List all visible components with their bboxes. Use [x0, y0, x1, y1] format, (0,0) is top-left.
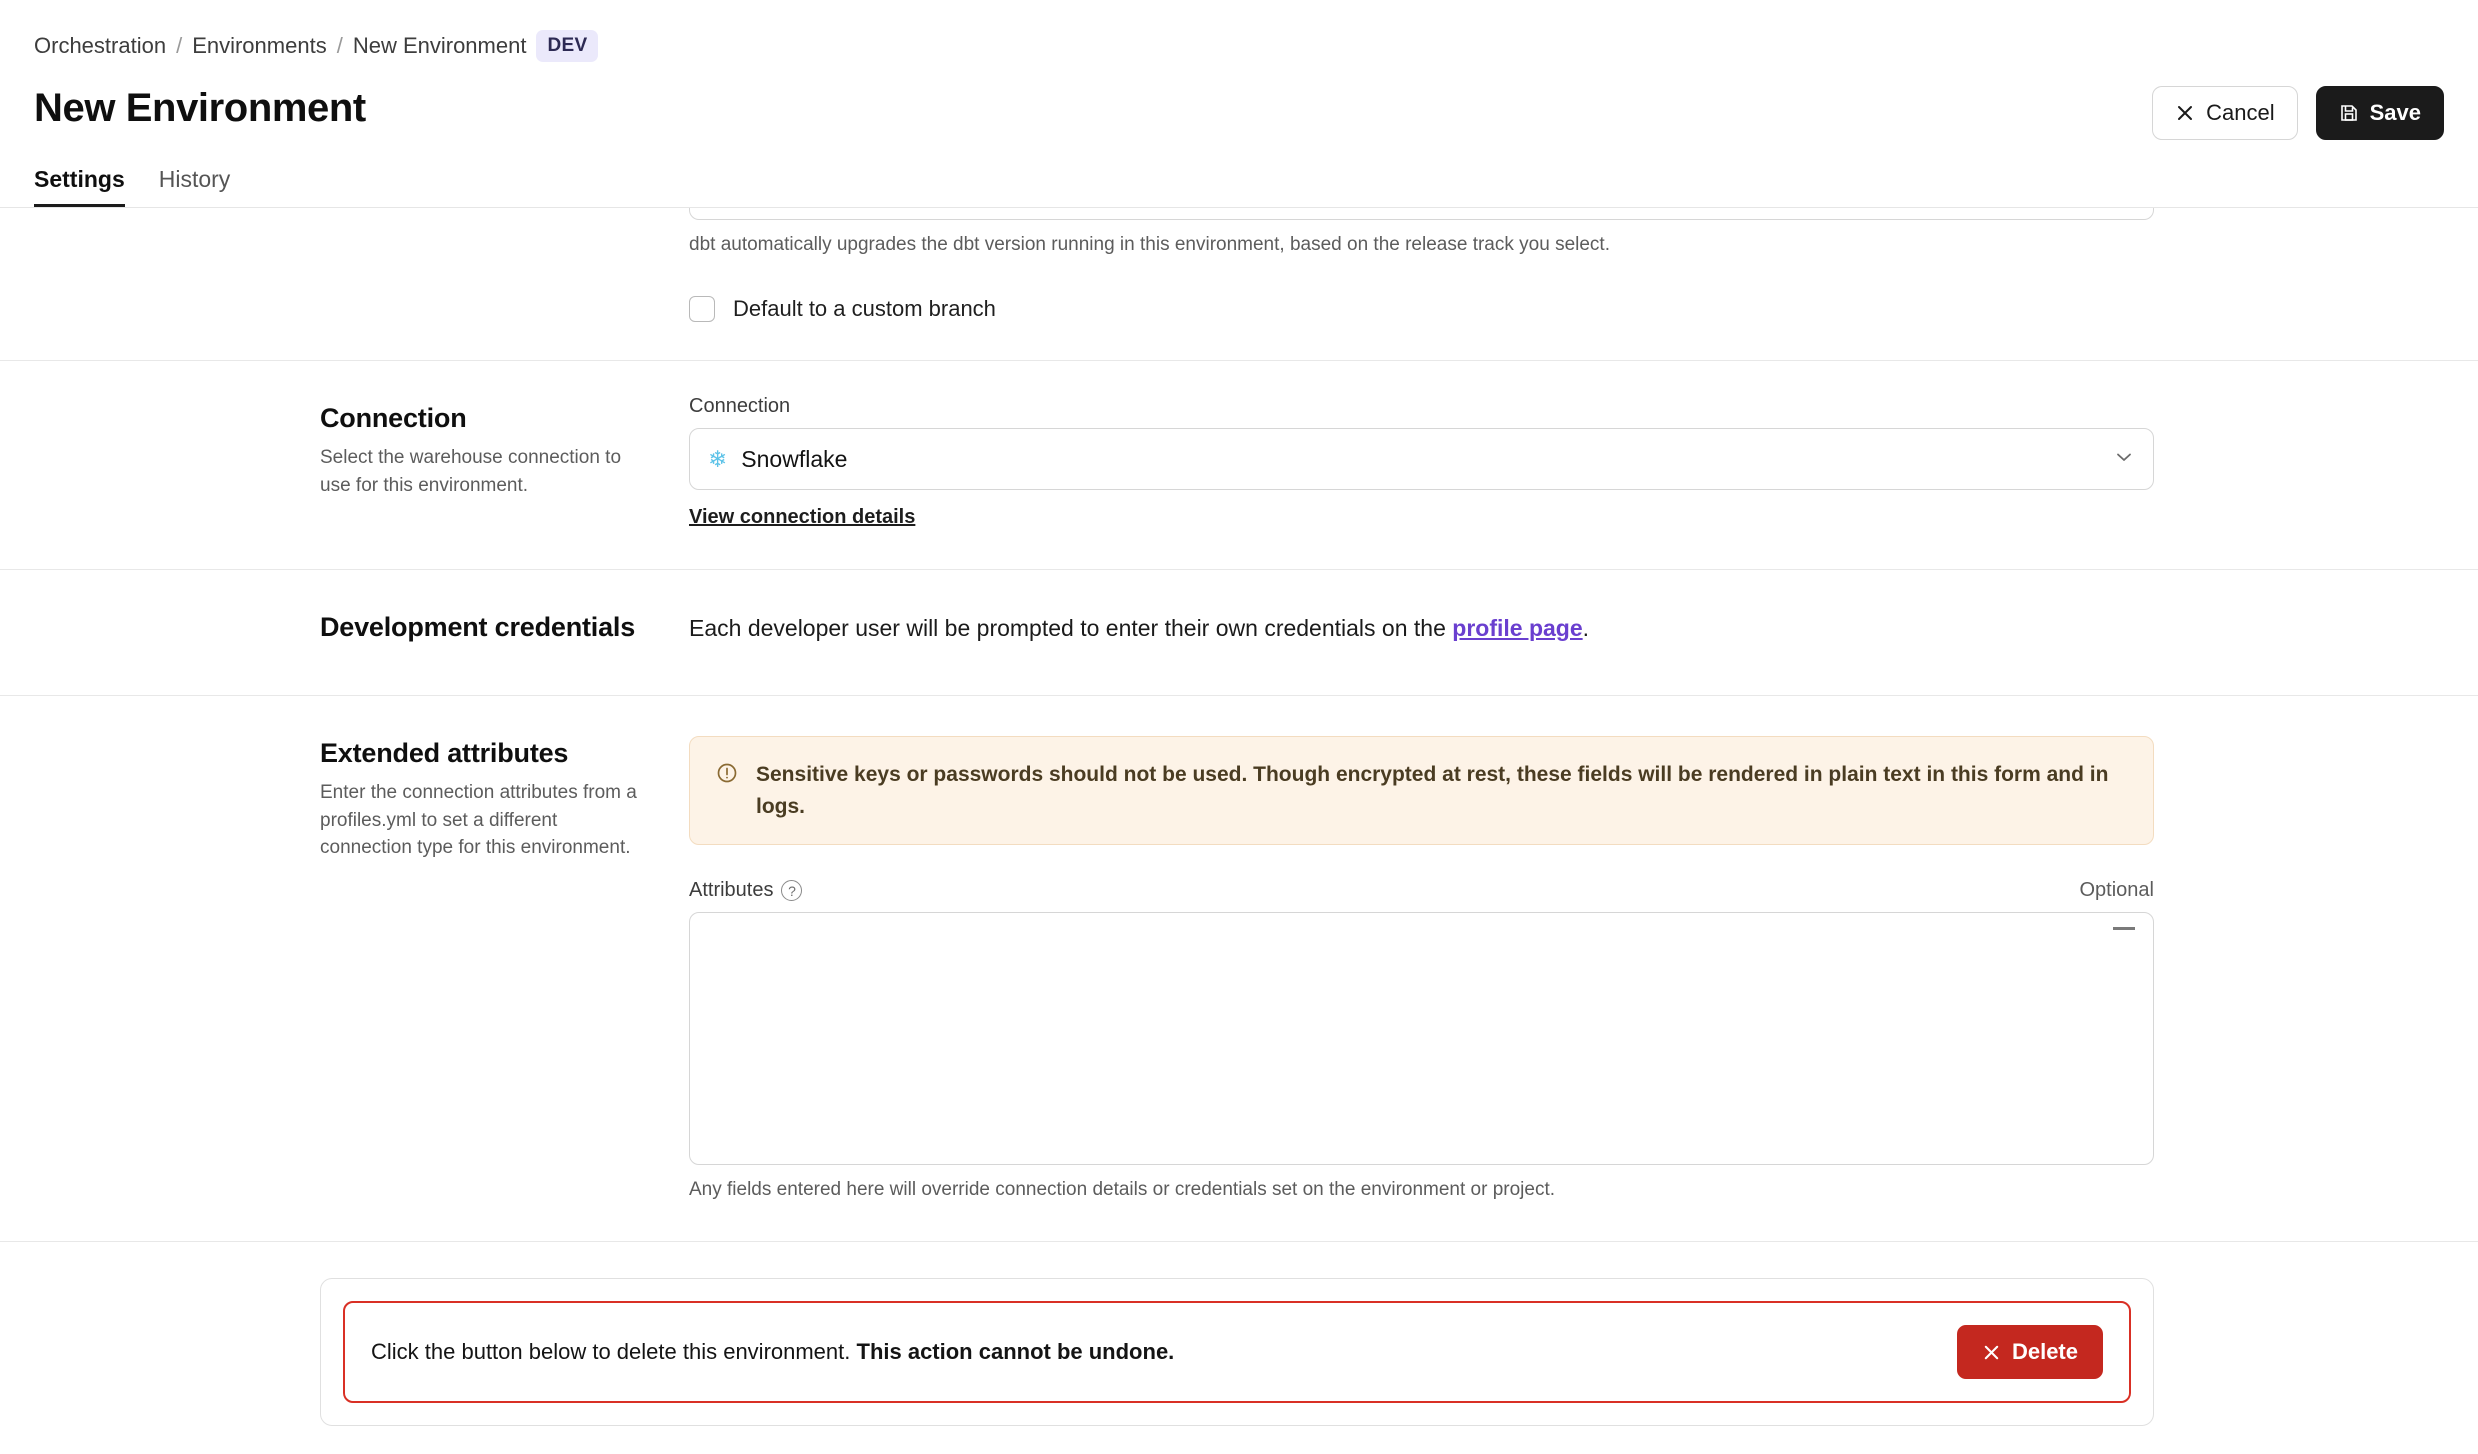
- settings-form: [0, 208, 2478, 1426]
- breadcrumb-separator: /: [336, 33, 343, 58]
- danger-zone-card: [320, 1278, 2154, 1426]
- page-title: New Environment: [34, 86, 366, 130]
- environment-type-badge: DEV: [536, 30, 598, 62]
- cancel-button-label: Cancel: [2206, 100, 2275, 125]
- delete-environment-panel: [343, 1301, 2131, 1403]
- extended-attributes-section: [0, 696, 2478, 1242]
- delete-text-plain: Click the button below to delete this environment.: [371, 1339, 857, 1364]
- cancel-button[interactable]: [2152, 86, 2297, 140]
- save-button[interactable]: [2316, 86, 2444, 140]
- collapse-icon[interactable]: [2113, 927, 2135, 930]
- extended-attributes-title: Extended attributes: [320, 738, 569, 768]
- header-actions: [2152, 86, 2444, 140]
- close-icon: [2175, 103, 2195, 123]
- custom-branch-row: [689, 296, 2154, 322]
- connection-select-value: Snowflake: [741, 445, 848, 472]
- devcred-text-after: .: [1582, 615, 1590, 641]
- delete-environment-button[interactable]: [1957, 1325, 2103, 1379]
- breadcrumb-item-orchestration[interactable]: Orchestration: [34, 33, 167, 58]
- attributes-editor[interactable]: [689, 912, 2154, 1165]
- delete-text-bold: This action cannot be undone.: [856, 1339, 1175, 1364]
- warning-circle-icon: [716, 762, 738, 822]
- connection-section-title: Connection: [320, 403, 467, 433]
- connection-section: [0, 361, 2478, 570]
- breadcrumb-item-current: New Environment: [352, 33, 527, 58]
- dbt-version-labels: [34, 208, 689, 360]
- save-button-label: Save: [2369, 100, 2421, 125]
- development-credentials-text: [689, 612, 2154, 644]
- help-circle-icon[interactable]: ?: [781, 880, 802, 901]
- save-disk-icon: [2339, 103, 2359, 123]
- attributes-label: Attributes: [689, 879, 774, 901]
- delete-button-label: Delete: [2011, 1339, 2078, 1364]
- attributes-header: [689, 879, 2154, 902]
- page-header: [0, 62, 2478, 140]
- tab-history[interactable]: History: [158, 166, 231, 192]
- connection-field-label: Connection: [689, 395, 791, 417]
- breadcrumb-separator: /: [176, 33, 183, 58]
- extended-attributes-description: Enter the connection attributes from a profiles.yml to set a different connection type for this environment.: [320, 782, 637, 859]
- snowflake-icon: ❄: [708, 445, 728, 472]
- development-credentials-title: Development credentials: [320, 612, 636, 642]
- profile-page-link[interactable]: profile page: [1452, 615, 1583, 641]
- breadcrumb-item-environments[interactable]: Environments: [192, 33, 327, 58]
- view-connection-details-link[interactable]: View connection details: [689, 506, 916, 528]
- delete-environment-text: [371, 1339, 1174, 1365]
- development-credentials-section: [0, 570, 2478, 696]
- connection-select[interactable]: [689, 428, 2154, 490]
- chevron-down-icon: [2113, 446, 2135, 473]
- attributes-note: Any fields entered here will override connection details or credentials set on the environment or project.: [689, 1179, 1556, 1200]
- close-icon: [1982, 1343, 2001, 1362]
- custom-branch-label: Default to a custom branch: [733, 296, 996, 321]
- dbt-version-helper-text: dbt automatically upgrades the dbt version running in this environment, based on the release track you select.: [689, 234, 1610, 255]
- breadcrumb: [0, 0, 2478, 62]
- danger-zone-section: [0, 1242, 2478, 1426]
- devcred-text-before: Each developer user will be prompted to enter their own credentials on the: [689, 615, 1453, 641]
- attributes-optional-label: Optional: [2079, 879, 2154, 901]
- dbt-version-select[interactable]: [689, 208, 2154, 220]
- tab-bar: [0, 140, 2478, 208]
- sensitive-keys-warning-text: Sensitive keys or passwords should not be used. Though encrypted at rest, these fields will be rendered in plain text in this form and in logs.: [756, 763, 2109, 818]
- custom-branch-checkbox[interactable]: [689, 296, 715, 322]
- tab-settings[interactable]: Settings: [34, 166, 125, 207]
- connection-section-description: Select the warehouse connection to use for this environment.: [320, 447, 622, 496]
- dbt-version-section: [0, 208, 2478, 361]
- sensitive-keys-warning: [689, 736, 2154, 845]
